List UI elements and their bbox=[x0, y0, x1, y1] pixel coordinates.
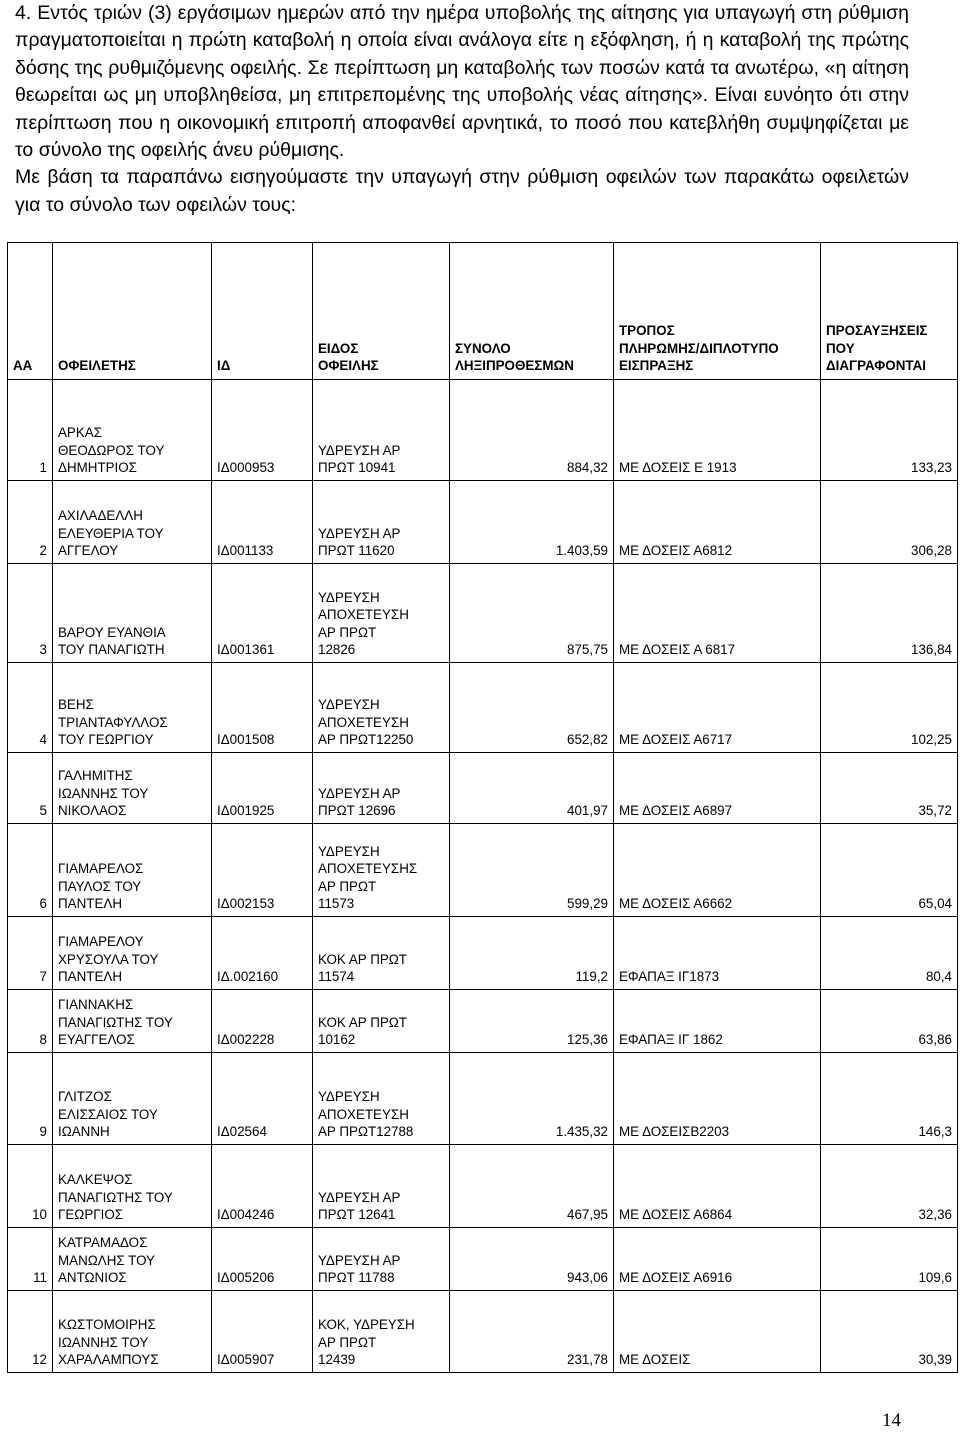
cell-aa: 4 bbox=[8, 663, 53, 753]
paragraph-proposal: Με βάση τα παραπάνω εισηγούμαστε την υπαγωγή στην ρύθμιση οφειλών των παρακάτω οφειλετών για το σύνολο των οφειλών τους: bbox=[15, 166, 909, 216]
header-id: ΙΔ bbox=[212, 243, 313, 380]
cell-eidos: ΥΔΡΕΥΣΗ ΑΡ ΠΡΩΤ 12641 bbox=[313, 1145, 450, 1228]
body-text bbox=[15, 0, 909, 219]
table-row bbox=[8, 1053, 958, 1145]
cell-ofeiletis: ΒΕΗΣ ΤΡΙΑΝΤΑΦΥΛΛΟΣ ΤΟΥ ΓΕΩΡΓΙΟΥ bbox=[53, 663, 212, 753]
cell-id: ΙΔ.002160 bbox=[212, 917, 313, 990]
cell-aa: 9 bbox=[8, 1053, 53, 1145]
cell-synolo: 1.403,59 bbox=[450, 481, 614, 564]
header-tropos: ΤΡΟΠΟΣ ΠΛΗΡΩΜΗΣ/ΔΙΠΛΟΤΥΠΟ ΕΙΣΠΡΑΞΗΣ bbox=[614, 243, 821, 380]
table-row bbox=[8, 917, 958, 990]
table-row bbox=[8, 481, 958, 564]
cell-id: ΙΔ02564 bbox=[212, 1053, 313, 1145]
table-row bbox=[8, 1291, 958, 1373]
cell-aa: 3 bbox=[8, 564, 53, 663]
cell-aa: 8 bbox=[8, 990, 53, 1053]
header-aa: ΑΑ bbox=[8, 243, 53, 380]
cell-tropos: ΕΦΑΠΑΞ ΙΓ 1862 bbox=[614, 990, 821, 1053]
cell-prosauxiseis: 136,84 bbox=[821, 564, 958, 663]
cell-prosauxiseis: 80,4 bbox=[821, 917, 958, 990]
cell-eidos: ΥΔΡΕΥΣΗ ΑΠΟΧΕΤΕΥΣΗ ΑΡ ΠΡΩΤ 12826 bbox=[313, 564, 450, 663]
cell-aa: 5 bbox=[8, 753, 53, 824]
cell-prosauxiseis: 109,6 bbox=[821, 1228, 958, 1291]
cell-tropos: ΜΕ ΔΟΣΕΙΣ bbox=[614, 1291, 821, 1373]
cell-eidos: ΥΔΡΕΥΣΗ ΑΡ ΠΡΩΤ 11620 bbox=[313, 481, 450, 564]
cell-prosauxiseis: 35,72 bbox=[821, 753, 958, 824]
paragraph-condition: 4. Εντός τριών (3) εργάσιμων ημερών από την ημέρα υποβολής της αίτησης για υπαγωγή στη ρύθμιση πραγματοποιείται η πρώτη καταβολή η οποία είναι ανάλογα είτε η εξόφληση, ή η καταβολή της πρώτης δόσης της ρυθμιζόμενης οφειλής. Σε περίπτωση μη καταβολής των ποσών κατά τα ανωτέρω, «η αίτηση θεωρείται ως μη υποβληθείσα, μη επιτρεπομένης της υποβολής νέας αίτησης». Είναι ευνόητο ότι στην περίπτωση που η οικονομική επιτροπή αποφανθεί αρνητικά, το ποσό που κατεβλήθη συμψηφίζεται με το σύνολο της οφειλής άνευ ρύθμισης. bbox=[15, 2, 909, 162]
cell-prosauxiseis: 102,25 bbox=[821, 663, 958, 753]
table-row bbox=[8, 380, 958, 481]
header-synolo: ΣΥΝΟΛΟ ΛΗΞΙΠΡΟΘΕΣΜΩΝ bbox=[450, 243, 614, 380]
cell-ofeiletis: ΑΧΙΛΑΔΕΛΛΗ ΕΛΕΥΘΕΡΙΑ ΤΟΥ ΑΓΓΕΛΟΥ bbox=[53, 481, 212, 564]
cell-ofeiletis: ΑΡΚΑΣ ΘΕΟΔΩΡΟΣ ΤΟΥ ΔΗΜΗΤΡΙΟΣ bbox=[53, 380, 212, 481]
cell-eidos: ΚΟΚ ΑΡ ΠΡΩΤ 10162 bbox=[313, 990, 450, 1053]
cell-id: ΙΔ004246 bbox=[212, 1145, 313, 1228]
table-row bbox=[8, 663, 958, 753]
cell-aa: 10 bbox=[8, 1145, 53, 1228]
cell-tropos: ΜΕ ΔΟΣΕΙΣ Α6812 bbox=[614, 481, 821, 564]
table-row bbox=[8, 824, 958, 917]
header-eidos: ΕΙΔΟΣ ΟΦΕΙΛΗΣ bbox=[313, 243, 450, 380]
cell-ofeiletis: ΚΩΣΤΟΜΟΙΡΗΣ ΙΩΑΝΝΗΣ ΤΟΥ ΧΑΡΑΛΑΜΠΟΥΣ bbox=[53, 1291, 212, 1373]
cell-tropos: ΜΕ ΔΟΣΕΙΣ Α6897 bbox=[614, 753, 821, 824]
cell-tropos: ΜΕ ΔΟΣΕΙΣ Α6717 bbox=[614, 663, 821, 753]
debtors-table bbox=[7, 242, 958, 1373]
cell-id: ΙΔ005206 bbox=[212, 1228, 313, 1291]
cell-prosauxiseis: 32,36 bbox=[821, 1145, 958, 1228]
cell-synolo: 875,75 bbox=[450, 564, 614, 663]
cell-eidos: ΚΟΚ ΑΡ ΠΡΩΤ 11574 bbox=[313, 917, 450, 990]
cell-eidos: ΥΔΡΕΥΣΗ ΑΡ ΠΡΩΤ 11788 bbox=[313, 1228, 450, 1291]
header-prosauxiseis: ΠΡΟΣΑΥΞΗΣΕΙΣ ΠΟΥ ΔΙΑΓΡΑΦΟΝΤΑΙ bbox=[821, 243, 958, 380]
cell-tropos: ΜΕ ΔΟΣΕΙΣ Α6916 bbox=[614, 1228, 821, 1291]
cell-ofeiletis: ΓΙΑΜΑΡΕΛΟΣ ΠΑΥΛΟΣ ΤΟΥ ΠΑΝΤΕΛΗ bbox=[53, 824, 212, 917]
table-row bbox=[8, 753, 958, 824]
cell-prosauxiseis: 30,39 bbox=[821, 1291, 958, 1373]
cell-tropos: ΜΕ ΔΟΣΕΙΣ Α6864 bbox=[614, 1145, 821, 1228]
cell-ofeiletis: ΓΛΙΤΖΟΣ ΕΛΙΣΣΑΙΟΣ ΤΟΥ ΙΩΑΝΝΗ bbox=[53, 1053, 212, 1145]
cell-id: ΙΔ001133 bbox=[212, 481, 313, 564]
cell-prosauxiseis: 133,23 bbox=[821, 380, 958, 481]
table-header-row bbox=[8, 243, 958, 380]
cell-synolo: 467,95 bbox=[450, 1145, 614, 1228]
cell-aa: 1 bbox=[8, 380, 53, 481]
cell-synolo: 943,06 bbox=[450, 1228, 614, 1291]
table-row bbox=[8, 1145, 958, 1228]
cell-prosauxiseis: 63,86 bbox=[821, 990, 958, 1053]
cell-ofeiletis: ΓΑΛΗΜΙΤΗΣ ΙΩΑΝΝΗΣ ΤΟΥ ΝΙΚΟΛΑΟΣ bbox=[53, 753, 212, 824]
cell-id: ΙΔ001508 bbox=[212, 663, 313, 753]
cell-prosauxiseis: 306,28 bbox=[821, 481, 958, 564]
table-body bbox=[8, 380, 958, 1373]
cell-synolo: 884,32 bbox=[450, 380, 614, 481]
cell-synolo: 401,97 bbox=[450, 753, 614, 824]
page-number: 14 bbox=[882, 1410, 901, 1431]
cell-ofeiletis: ΓΙΑΝΝΑΚΗΣ ΠΑΝΑΓΙΩΤΗΣ ΤΟΥ ΕΥΑΓΓΕΛΟΣ bbox=[53, 990, 212, 1053]
cell-tropos: ΜΕ ΔΟΣΕΙΣΒ2203 bbox=[614, 1053, 821, 1145]
cell-synolo: 119,2 bbox=[450, 917, 614, 990]
cell-tropos: ΜΕ ΔΟΣΕΙΣ Α 6817 bbox=[614, 564, 821, 663]
cell-synolo: 1.435,32 bbox=[450, 1053, 614, 1145]
cell-aa: 2 bbox=[8, 481, 53, 564]
cell-prosauxiseis: 65,04 bbox=[821, 824, 958, 917]
table-row bbox=[8, 990, 958, 1053]
table-row bbox=[8, 564, 958, 663]
cell-aa: 6 bbox=[8, 824, 53, 917]
cell-synolo: 125,36 bbox=[450, 990, 614, 1053]
cell-aa: 11 bbox=[8, 1228, 53, 1291]
header-ofeiletis: ΟΦΕΙΛΕΤΗΣ bbox=[53, 243, 212, 380]
cell-id: ΙΔ001925 bbox=[212, 753, 313, 824]
cell-synolo: 599,29 bbox=[450, 824, 614, 917]
cell-ofeiletis: ΚΑΤΡΑΜΑΔΟΣ ΜΑΝΩΛΗΣ ΤΟΥ ΑΝΤΩΝΙΟΣ bbox=[53, 1228, 212, 1291]
cell-id: ΙΔ002153 bbox=[212, 824, 313, 917]
cell-tropos: ΕΦΑΠΑΞ ΙΓ1873 bbox=[614, 917, 821, 990]
cell-id: ΙΔ005907 bbox=[212, 1291, 313, 1373]
cell-eidos: ΚΟΚ, ΥΔΡΕΥΣΗ ΑΡ ΠΡΩΤ 12439 bbox=[313, 1291, 450, 1373]
cell-aa: 12 bbox=[8, 1291, 53, 1373]
table-row bbox=[8, 1228, 958, 1291]
cell-eidos: ΥΔΡΕΥΣΗ ΑΡ ΠΡΩΤ 12696 bbox=[313, 753, 450, 824]
cell-eidos: ΥΔΡΕΥΣΗ ΑΡ ΠΡΩΤ 10941 bbox=[313, 380, 450, 481]
cell-tropos: ΜΕ ΔΟΣΕΙΣ Ε 1913 bbox=[614, 380, 821, 481]
cell-id: ΙΔ000953 bbox=[212, 380, 313, 481]
cell-id: ΙΔ001361 bbox=[212, 564, 313, 663]
cell-synolo: 652,82 bbox=[450, 663, 614, 753]
cell-eidos: ΥΔΡΕΥΣΗ ΑΠΟΧΕΤΕΥΣΗ ΑΡ ΠΡΩΤ12250 bbox=[313, 663, 450, 753]
cell-eidos: ΥΔΡΕΥΣΗ ΑΠΟΧΕΤΕΥΣΗΣ ΑΡ ΠΡΩΤ 11573 bbox=[313, 824, 450, 917]
cell-ofeiletis: ΚΑΛΚΕΨΟΣ ΠΑΝΑΓΙΩΤΗΣ ΤΟΥ ΓΕΩΡΓΙΟΣ bbox=[53, 1145, 212, 1228]
cell-synolo: 231,78 bbox=[450, 1291, 614, 1373]
cell-aa: 7 bbox=[8, 917, 53, 990]
cell-eidos: ΥΔΡΕΥΣΗ ΑΠΟΧΕΤΕΥΣΗ ΑΡ ΠΡΩΤ12788 bbox=[313, 1053, 450, 1145]
cell-ofeiletis: ΓΙΑΜΑΡΕΛΟΥ ΧΡΥΣΟΥΛΑ ΤΟΥ ΠΑΝΤΕΛΗ bbox=[53, 917, 212, 990]
cell-prosauxiseis: 146,3 bbox=[821, 1053, 958, 1145]
cell-tropos: ΜΕ ΔΟΣΕΙΣ Α6662 bbox=[614, 824, 821, 917]
cell-id: ΙΔ002228 bbox=[212, 990, 313, 1053]
cell-ofeiletis: ΒΑΡΟΥ ΕΥΑΝΘΙΑ ΤΟΥ ΠΑΝΑΓΙΩΤΗ bbox=[53, 564, 212, 663]
